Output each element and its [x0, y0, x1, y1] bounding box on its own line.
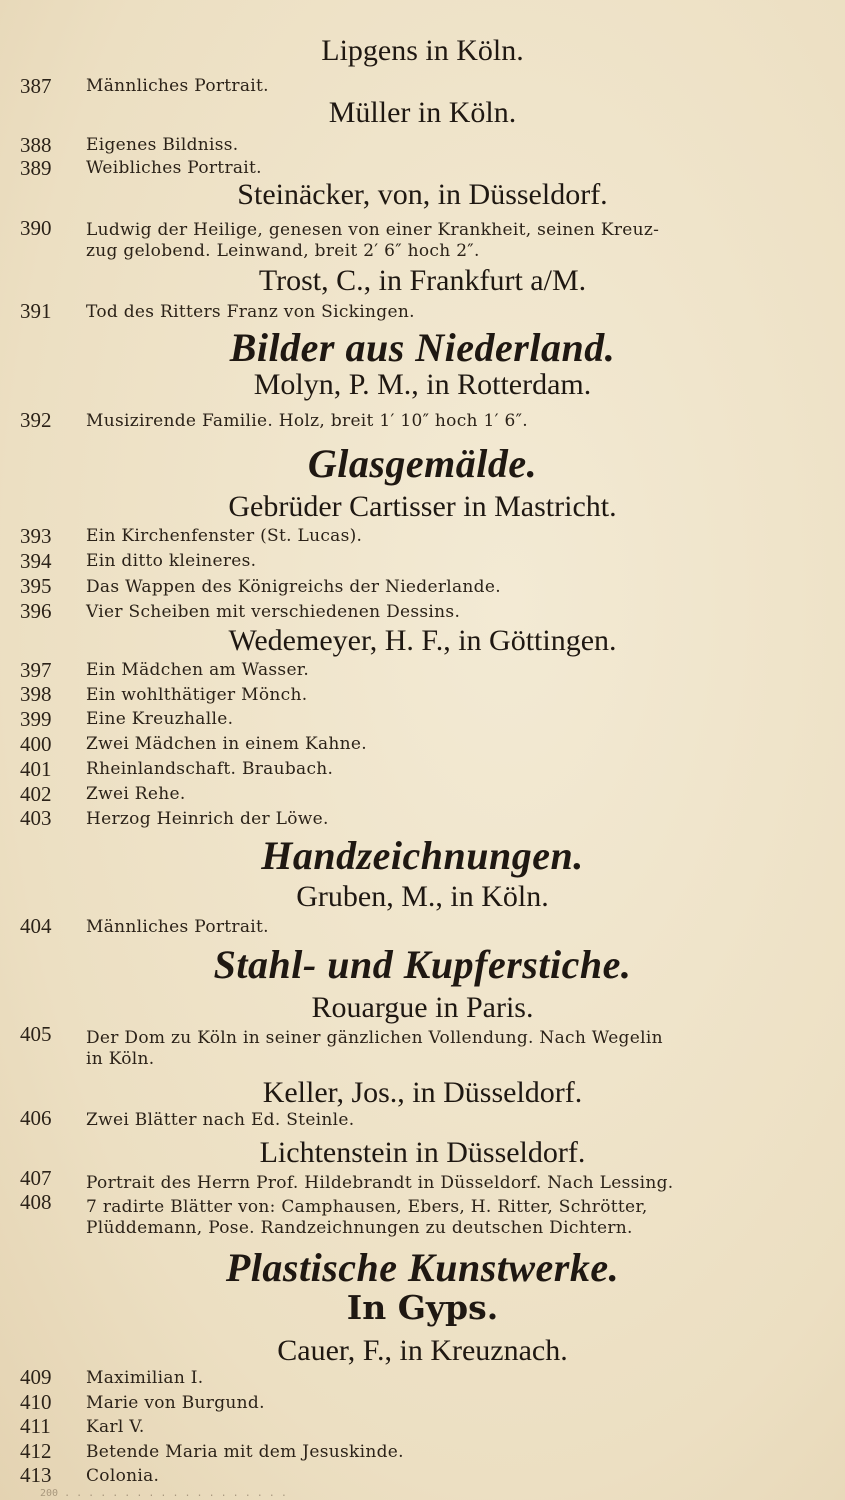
item-title: Männliches Portrait. [86, 76, 269, 96]
item-number: 388 [20, 133, 52, 157]
item-number: 398 [20, 682, 52, 706]
item-number: 397 [20, 658, 52, 682]
item-number: 400 [20, 732, 52, 756]
item-number: 401 [20, 757, 52, 781]
artist-heading: Molyn, P. M., in Rotterdam. [253, 368, 592, 401]
item-title: Der Dom zu Köln in seiner gänzlichen Vollendung. Nach Wegelin [86, 1028, 663, 1048]
artist-heading: Lichtenstein in Düsseldorf. [259, 1136, 586, 1169]
artist-heading: Lipgens in Köln. [321, 34, 524, 67]
item-title: Zwei Blätter nach Ed. Steinle. [86, 1110, 355, 1130]
section-heading: Plastische Kunstwerke. [225, 1245, 620, 1290]
item-number: 389 [20, 156, 52, 180]
artist-heading: Gebrüder Cartisser in Mastricht. [228, 490, 617, 523]
item-number: 411 [20, 1414, 51, 1438]
cropped-footer-line: 200 . . . . . . . . . . . . . . . . . . . [40, 1488, 287, 1498]
item-number: 406 [20, 1106, 52, 1130]
item-title: Eine Kreuzhalle. [86, 709, 234, 729]
item-title: Ein Kirchenfenster (St. Lucas). [86, 526, 363, 546]
item-number: 409 [20, 1365, 52, 1389]
artist-heading: Müller in Köln. [328, 96, 517, 129]
artist-heading: Cauer, F., in Kreuznach. [277, 1334, 568, 1367]
item-title: Ludwig der Heilige, genesen von einer Krankheit, seinen Kreuz- [86, 220, 660, 240]
item-title: Betende Maria mit dem Jesuskinde. [86, 1442, 404, 1462]
artist-heading: Keller, Jos., in Düsseldorf. [262, 1076, 583, 1109]
item-title: Zwei Mädchen in einem Kahne. [86, 734, 367, 754]
section-heading: Glasgemälde. [307, 441, 538, 486]
item-title: Marie von Burgund. [86, 1393, 265, 1413]
item-title: Colonia. [86, 1466, 160, 1486]
item-title: Tod des Ritters Franz von Sickingen. [86, 302, 415, 322]
item-number: 395 [20, 574, 52, 598]
item-number: 392 [20, 408, 52, 432]
item-title: Zwei Rehe. [86, 784, 186, 804]
artist-heading: Trost, C., in Frankfurt a/M. [258, 264, 587, 297]
item-title: Ein wohlthätiger Mönch. [86, 685, 308, 705]
artist-heading: Gruben, M., in Köln. [296, 880, 549, 913]
item-number: 410 [20, 1390, 52, 1414]
artist-heading: Steinäcker, von, in Düsseldorf. [237, 178, 608, 211]
item-title: Vier Scheiben mit verschiedenen Dessins. [86, 602, 461, 622]
item-number: 404 [20, 914, 52, 938]
item-title: Karl V. [86, 1417, 145, 1437]
item-number: 403 [20, 806, 52, 830]
section-heading: Bilder aus Niederland. [229, 325, 616, 370]
item-title: Rheinlandschaft. Braubach. [86, 759, 334, 779]
item-title-continued: Plüddemann, Pose. Randzeichnungen zu deutschen Dichtern. [86, 1218, 633, 1238]
item-title: Weibliches Portrait. [86, 158, 262, 178]
artist-heading: Rouargue in Paris. [311, 991, 534, 1024]
item-title: Ein Mädchen am Wasser. [86, 660, 310, 680]
item-number: 391 [20, 299, 52, 323]
item-title-continued: in Köln. [86, 1049, 155, 1069]
section-heading: Handzeichnungen. [261, 833, 584, 878]
item-number: 394 [20, 549, 52, 573]
item-title-continued: zug gelobend. Leinwand, breit 2′ 6″ hoch 2″. [86, 241, 480, 261]
item-title: Männliches Portrait. [86, 917, 269, 937]
section-heading: Stahl- und Kupferstiche. [213, 942, 632, 987]
item-number: 396 [20, 599, 52, 623]
item-title: 7 radirte Blätter von: Camphausen, Ebers, H. Ritter, Schrötter, [86, 1197, 648, 1217]
item-title: Herzog Heinrich der Löwe. [86, 809, 329, 829]
item-number: 412 [20, 1439, 52, 1463]
item-number: 387 [20, 74, 52, 98]
item-title: Musizirende Familie. Holz, breit 1′ 10″ hoch 1′ 6″. [86, 411, 528, 431]
item-title: Portrait des Herrn Prof. Hildebrandt in Düsseldorf. Nach Lessing. [86, 1173, 674, 1193]
item-number: 405 [20, 1022, 52, 1046]
item-title: Das Wappen des Königreichs der Niederlande. [86, 577, 501, 597]
item-number: 407 [20, 1166, 52, 1190]
item-number: 393 [20, 524, 52, 548]
artist-heading: Wedemeyer, H. F., in Göttingen. [228, 624, 617, 657]
item-number: 402 [20, 782, 52, 806]
item-number: 390 [20, 216, 52, 240]
item-title: Ein ditto kleineres. [86, 551, 257, 571]
item-title: Eigenes Bildniss. [86, 135, 239, 155]
item-number: 413 [20, 1463, 52, 1487]
item-title: Maximilian I. [86, 1368, 204, 1388]
item-number: 408 [20, 1190, 52, 1214]
subsection-heading: In Gyps. [346, 1288, 499, 1327]
item-number: 399 [20, 707, 52, 731]
